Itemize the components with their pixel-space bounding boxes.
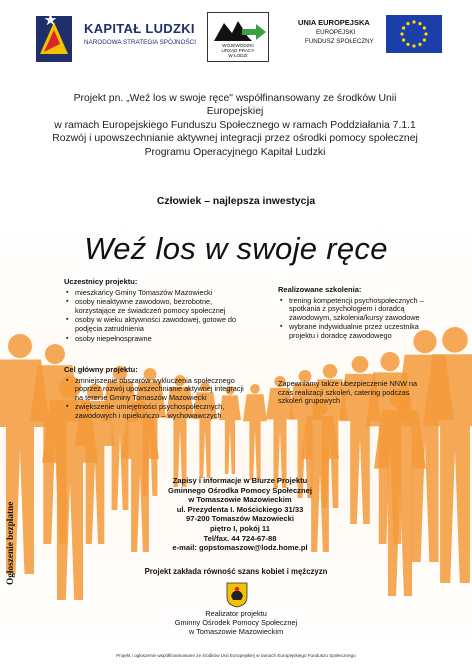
realizator-line: Realizator projektu <box>205 609 267 618</box>
contact-line: 97-200 Tomaszów Mazowiecki <box>186 514 294 524</box>
eu-star-icon <box>406 43 409 46</box>
wup-line-1: WOJEWÓDZKI <box>222 43 254 48</box>
contact-line: Tel/fax. 44 724-67-88 <box>203 533 277 543</box>
realizator-line: Gminny Ośrodek Pomocy Społecznej <box>174 617 298 627</box>
kl-subtitle: NARODOWA STRATEGIA SPÓJNOŚCI <box>84 39 196 46</box>
eu-star-icon <box>423 26 426 29</box>
project-intro <box>40 92 430 159</box>
wup-line-3: W ŁODZI <box>228 53 248 59</box>
goal-item: ▪ zwiększenie umiejętności psychospołecznych, zawodowych i opiekuńczo – wychowawczych <box>64 403 244 420</box>
eu-fund-line-1: EUROPEJSKI <box>316 29 356 36</box>
contact-email: e-mail: gopstomaszow@lodz.home.pl <box>172 543 308 553</box>
contact-info <box>120 476 360 553</box>
eu-star-icon <box>418 22 421 25</box>
goal-section <box>64 366 244 422</box>
eu-star-icon <box>423 38 426 41</box>
trainings-item: ▪ trening kompetencji psychospołecznych – spotkania z psychologiem i doradcą zawodowym, szkolenia/kursy zawodowe <box>278 297 428 323</box>
contact-line: piętro I, pokój 11 <box>210 523 270 533</box>
eu-flag-icon <box>386 15 442 53</box>
participants-item: ▪ mieszkańcy Gminy Tomaszów Mazowiecki <box>64 289 254 298</box>
footer-note: Projekt i ogłoszenie współfinansowane ze środków Unii Europejskiej w ramach Europejskiego Funduszu Społecznego <box>116 653 356 658</box>
intro-line: Programu Operacyjnego Kapitał Ludzki <box>144 146 326 158</box>
realizator-line: w Tomaszowie Mazowieckim <box>188 626 284 636</box>
contact-line: Gminnego Ośrodka Pomocy Społecznej <box>168 485 312 495</box>
trainings-item: ▪ wybrane indywidualnie przez uczestnika projektu i doradcę zawodowego <box>278 323 428 340</box>
contact-line: Zapisy i informacje w Biurze Projektu <box>172 476 308 485</box>
contact-line: w Tomaszowie Mazowieckim <box>188 495 292 505</box>
eu-star-icon <box>406 22 409 25</box>
participants-item: ▪ osoby niepełnosprawne <box>64 335 254 344</box>
intro-line: w ramach Europejskiego Funduszu Społecznego w ramach Poddziałania 7.1.1 <box>54 119 416 131</box>
trainings-heading: Realizowane szkolenia: <box>278 285 362 294</box>
intro-line: Europejskiej <box>206 106 264 118</box>
intro-line: Rozwój i upowszechnianie aktywnej integracji przez ośrodki pomocy społecznej <box>52 133 418 145</box>
goal-item: ▪ zmniejszenie obszarów wykluczenia społecznego poprzez rozwój upowszechnianie aktywnej integracji na terenie Gminy Tomaszów Mazowiecki <box>64 377 244 403</box>
wup-mountain-icon <box>208 15 268 45</box>
crest-icon <box>226 582 248 608</box>
eu-star-icon <box>418 43 421 46</box>
eu-star-icon <box>424 32 427 35</box>
eu-fund-line-2: FUNDUSZ SPOŁECZNY <box>305 38 374 45</box>
contact-line: ul. Prezydenta I. Mościckiego 31/33 <box>176 504 304 514</box>
free-announcement-note: Ogłoszenie bezpłatne <box>6 501 16 585</box>
equality-statement: Projekt zakłada równość szans kobiet i mężczyzn <box>144 567 328 576</box>
participants-item: ▪ osoby nieaktywne zawodowo, bezrobotne, korzystające ze świadczeń pomocy społecznej <box>64 298 254 315</box>
kl-title: KAPITAŁ LUDZKI <box>84 21 195 36</box>
eu-star-icon <box>412 20 415 23</box>
motto: Człowiek – najlepsza inwestycja <box>156 196 316 207</box>
eu-logo <box>292 12 447 62</box>
intro-line: Projekt pn. „Weź los w swoje ręce" współfinansowany ze środków Unii <box>73 93 397 104</box>
wup-name <box>208 43 268 59</box>
realizator <box>0 610 472 636</box>
trainings-section <box>278 286 428 342</box>
main-title: Weź los w swoje ręce <box>84 231 388 266</box>
eu-star-icon <box>400 32 403 35</box>
eu-star-icon <box>402 38 405 41</box>
wup-logo <box>207 12 269 62</box>
eu-title: UNIA EUROPEJSKA <box>298 18 370 27</box>
kapital-ludzki-logo <box>30 12 200 68</box>
participants-item: ▪ osoby w wieku aktywności zawodowej, gotowe do podjęcia zatrudnienia <box>64 316 254 333</box>
participants-section <box>64 278 254 344</box>
eu-star-icon <box>402 26 405 29</box>
insurance-note: Zapewniamy także ubezpieczenie NNW na czas realizacji szkoleń, catering podczas szkoleń grupowych <box>278 379 418 406</box>
goal-heading: Cel główny projektu: <box>64 365 138 374</box>
wup-line-2: URZĄD PRACY <box>221 48 255 54</box>
eu-star-icon <box>412 44 415 47</box>
kapital-ludzki-emblem-icon <box>30 12 78 68</box>
participants-heading: Uczestnicy projektu: <box>64 277 138 286</box>
